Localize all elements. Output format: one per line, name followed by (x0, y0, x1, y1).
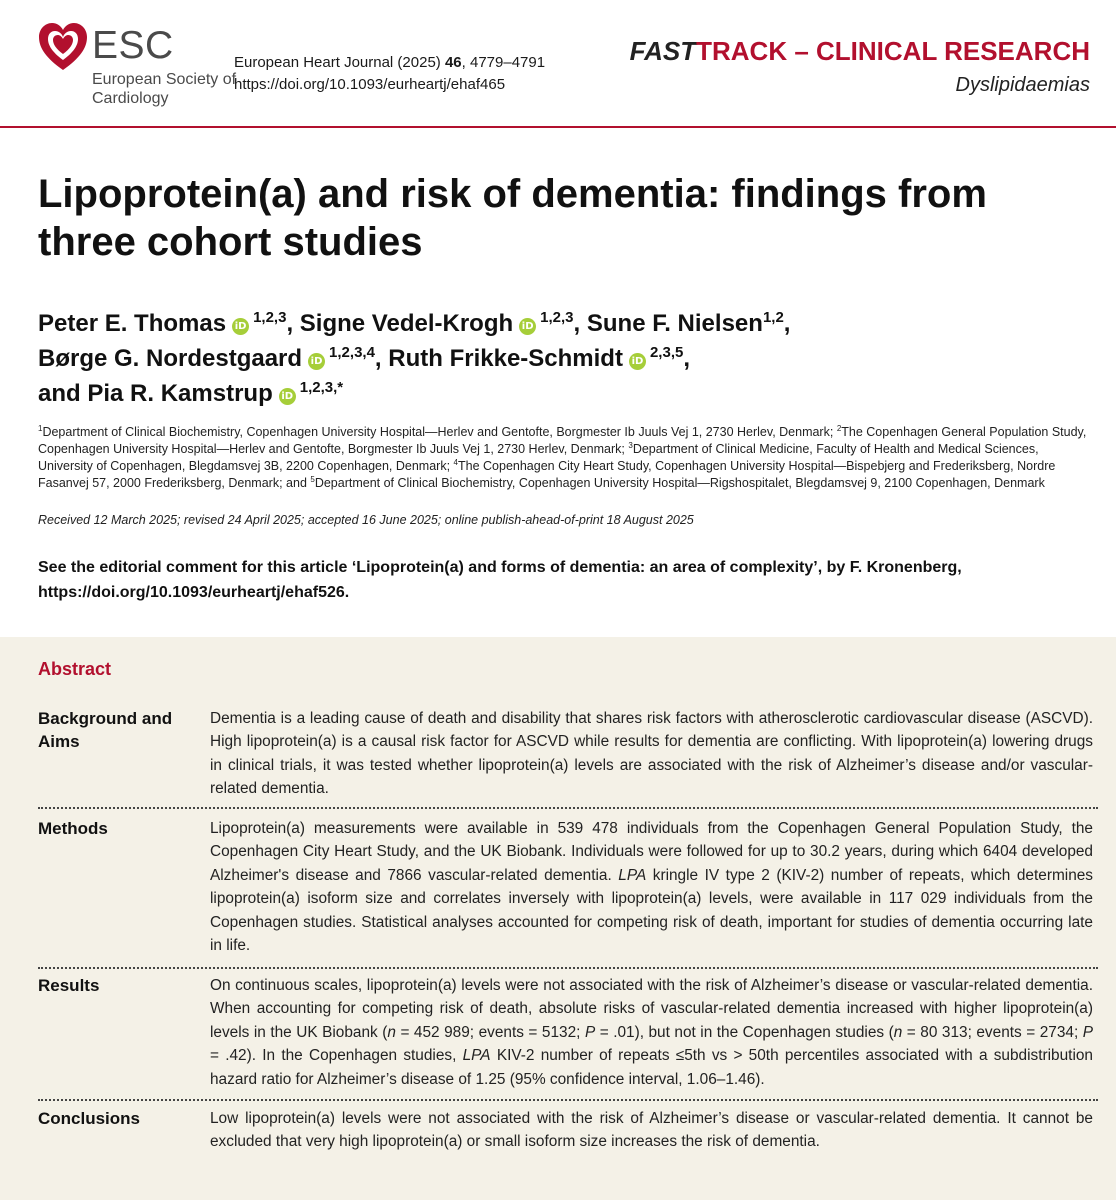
affiliation-number: 5 (310, 475, 315, 484)
abstract-box (0, 637, 1116, 1200)
author-name: Pia R. Kamstrup (87, 380, 273, 407)
clinical-research-label: TRACK – CLINICAL RESEARCH (696, 36, 1090, 66)
author-name: Sune F. Nielsen (586, 310, 763, 337)
author-affiliation-marks: 1,2,3 (540, 309, 574, 326)
author-name: Signe Vedel-Krogh (299, 310, 514, 337)
affiliation-text: The Copenhagen General Population Study, Copenhagen University Hospital—Herlev and Gentofte, Borgmester Ib Juuls Vej 1, 2730 Herlev, Denmark; (38, 425, 1087, 456)
heart-logo-icon (38, 22, 88, 74)
gene-name: LPA (462, 1047, 491, 1065)
affiliation-number: 3 (628, 441, 633, 450)
author-name: Ruth Frikke-Schmidt (388, 345, 623, 372)
fasttrack-label: FAST (629, 36, 697, 66)
article-title: Lipoprotein(a) and risk of dementia: findings from three cohort studies (38, 172, 987, 264)
author-list: Peter E. Thomas iD$^{1,2,3}$, Signe Vedel-Krogh iD$^{1,2,3}$, Sune F. Nielsen$^{1,2}$, Børge G. Nordestgaard iD$^{1,2,3,4}$, Ruth Frikke-Schmidt iD$^{2,3,5}$, and Pia R. Kamstrup $iD^{1,2,3,*}$ (38, 309, 791, 407)
text-run: = .01), but not in the Copenhagen studies ( (595, 1023, 894, 1041)
text-run: KIV-2 number of repeats ≤5th vs > 50th percentiles associated with a subdistribution hazard ratio for Alzheimer’s disease of 1.25 (95% confidence interval, 1.06–1.46). (210, 1047, 1093, 1088)
orcid-icon[interactable]: iD (232, 318, 249, 335)
author-affiliation-marks: 1,2 (762, 309, 784, 326)
journal-volume: 46 (444, 54, 462, 71)
author-affiliation-marks: 2,3,5 (649, 344, 684, 361)
author-affiliation-marks: 1,2,3,4 (329, 344, 375, 361)
affiliations (38, 424, 1088, 492)
affiliation-number: 4 (453, 458, 458, 467)
section-heading: Results (38, 976, 100, 995)
author-conjunction: and (38, 380, 81, 407)
section-divider (38, 807, 1098, 809)
esc-logo[interactable] (38, 22, 238, 112)
affiliation-number: 1 (38, 424, 43, 433)
journal-citation (234, 52, 545, 96)
section-text: Low lipoprotein(a) levels were not associated with the risk of Alzheimer’s disease or vascular-related dementia. It cannot be excluded that very high lipoprotein(a) or small isoform size increases the risk of dementia. (210, 1110, 1093, 1151)
section-text: Dementia is a leading cause of death and disability that shares risk factors with atherosclerotic cardiovascular disease (ASCVD). High lipoprotein(a) is a causal risk factor for ASCVD while results for dementia are conflicting. With lipoprotein(a) lowering drugs in clinical trials, it was tested whether lipoprotein(a) levels are associated with the risk of Alzheimer’s disease and/or vascular-related dementia. (210, 710, 1093, 798)
author-name: Peter E. Thomas (38, 310, 227, 337)
journal-pages: , 4779–4791 (461, 54, 546, 71)
stat-symbol: n (893, 1023, 903, 1041)
section-divider (38, 967, 1098, 969)
section-divider (38, 1099, 1098, 1101)
editorial-comment[interactable]: See the editorial comment for this article ‘Lipoprotein(a) and forms of dementia: an area of complexity’, by F. Kronenberg, https://doi.org/10.1093/eurheartj/ehaf526. (38, 559, 962, 601)
affiliation-text: Department of Clinical Medicine, Faculty of Health and Medical Sciences, University of Copenhagen, Blegdamsvej 3B, 2200 Copenhagen, Denmark; (38, 442, 1039, 473)
text-run: = 80 313; events = 2734; (902, 1023, 1083, 1041)
orcid-icon[interactable]: iD (629, 353, 646, 370)
journal-name: European Heart Journal (2025) (234, 54, 441, 71)
affiliation-number: 2 (836, 424, 842, 433)
author-name: Børge G. Nordestgaard (38, 345, 303, 372)
header-divider (0, 126, 1116, 128)
article-doi-link[interactable]: https://doi.org/10.1093/eurheartj/ehaf465 (234, 76, 506, 93)
publication-dates: Received 12 March 2025; revised 24 April 2025; accepted 16 June 2025; online publish-ahead-of-print 18 August 2025 (38, 513, 694, 527)
affiliation-text: Department of Clinical Biochemistry, Copenhagen University Hospital—Rigshospitalet, Blegdamsvej 9, 2100 Copenhagen, Denmark (314, 476, 1045, 490)
stat-symbol: P (1082, 1023, 1093, 1041)
stat-symbol: n (387, 1023, 396, 1041)
section-text (210, 974, 1093, 1091)
text-run: = .42). In the Copenhagen studies, (210, 1047, 463, 1065)
logo-abbreviation: ESC (92, 24, 174, 67)
article-subject: Dyslipidaemias (955, 74, 1090, 96)
abstract-heading: Abstract (38, 659, 112, 679)
text-run: kringle IV type 2 (KIV-2) number of repeats, which determines lipoprotein(a) isoform size and correlates inversely with lipoprotein(a) levels, were available in 117 029 individuals from the Copenhagen studies. Statistical analyses accounted for competing risk of death, important for studies of dementia occurring late in life. (210, 866, 1094, 955)
gene-name: LPA (618, 866, 647, 884)
text-run: = 452 989; events = 5132; (395, 1023, 585, 1041)
section-text (210, 817, 1093, 957)
section-heading: Background and Aims (38, 709, 173, 751)
author-affiliation-marks: 1,2,3,* (299, 379, 344, 396)
section-heading: Conclusions (38, 1109, 141, 1128)
section-heading: Methods (38, 819, 108, 838)
article-header (0, 0, 1116, 128)
text-run: On continuous scales, lipoprotein(a) levels were not associated with the risk of Alzheimer’s disease or vascular-related dementia. When accounting for competing risk of death, absolute risks of vascular-related dementia increased with higher lipoprotein(a) levels in the UK Biobank ( (210, 977, 1093, 1041)
article-category (630, 36, 1090, 67)
orcid-icon[interactable]: iD (279, 388, 296, 405)
stat-symbol: P (584, 1023, 596, 1041)
text-run: Lipoprotein(a) measurements were available in 539 478 individuals from the Copenhagen General Population Study, the Copenhagen City Heart Study, and the UK Biobank. Individuals were followed for up to 30.2 years, during which 6404 developed Alzheimer's disease and 7866 vascular-related dementia. (210, 820, 1093, 884)
affiliation-text: The Copenhagen City Heart Study, Copenhagen University Hospital—Bispebjerg and Frederiksberg, Nordre Fasanvej 57, 2000 Frederiksberg, Denmark; and (38, 459, 1056, 490)
author-affiliation-marks: 1,2,3 (253, 309, 287, 326)
orcid-icon[interactable]: iD (308, 353, 325, 370)
logo-society-name: European Society of Cardiology (92, 71, 237, 107)
orcid-icon[interactable]: iD (519, 318, 536, 335)
affiliation-text: Department of Clinical Biochemistry, Copenhagen University Hospital—Herlev and Gentofte, Borgmester Ib Juuls Vej 1, 2730 Herlev, Denmark; (42, 425, 834, 439)
